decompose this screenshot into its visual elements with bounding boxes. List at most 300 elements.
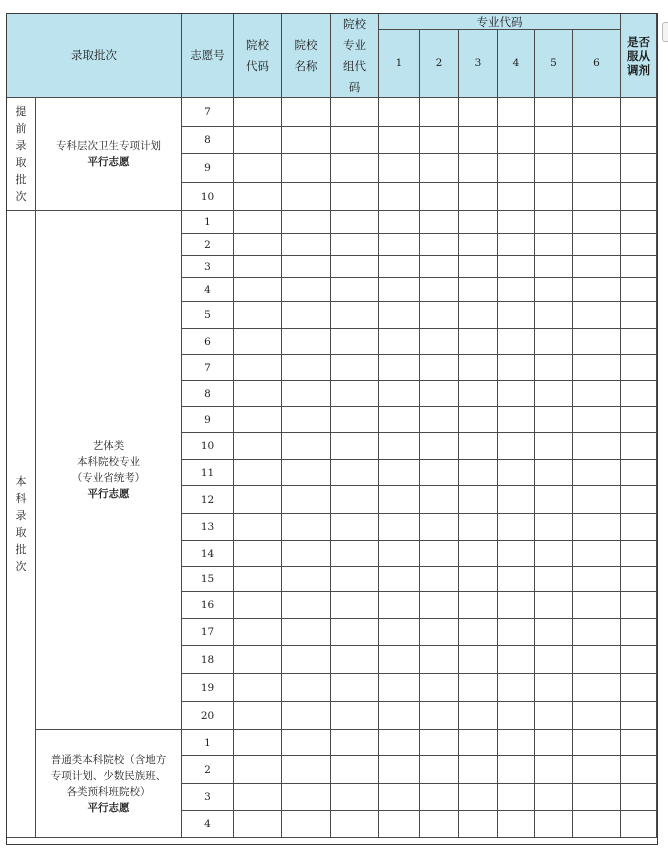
input-cell[interactable] xyxy=(282,784,331,811)
input-cell[interactable] xyxy=(621,278,657,302)
input-cell[interactable] xyxy=(535,381,573,407)
input-cell[interactable] xyxy=(379,302,420,329)
input-cell[interactable] xyxy=(498,646,535,674)
input-cell[interactable] xyxy=(535,619,573,646)
input-cell[interactable] xyxy=(420,302,459,329)
input-cell[interactable] xyxy=(459,211,498,234)
input-cell[interactable] xyxy=(379,784,420,811)
input-cell[interactable] xyxy=(282,433,331,460)
input-cell[interactable] xyxy=(535,355,573,381)
input-cell[interactable] xyxy=(535,811,573,838)
input-cell[interactable] xyxy=(420,784,459,811)
input-cell[interactable] xyxy=(459,127,498,154)
choice-number-text: 2 xyxy=(204,238,211,251)
input-cell[interactable] xyxy=(498,514,535,541)
input-cell[interactable] xyxy=(282,460,331,486)
header-school-code xyxy=(234,14,282,98)
input-cell[interactable] xyxy=(573,234,621,256)
input-cell[interactable] xyxy=(420,460,459,486)
input-cell[interactable] xyxy=(234,278,282,302)
header-obey-label: 是否服从调剂 xyxy=(627,34,650,77)
input-cell[interactable] xyxy=(459,278,498,302)
input-cell[interactable] xyxy=(621,541,657,567)
input-cell[interactable] xyxy=(282,211,331,234)
input-cell[interactable] xyxy=(420,183,459,211)
choice-number xyxy=(182,183,234,211)
input-cell[interactable] xyxy=(498,355,535,381)
input-cell[interactable] xyxy=(379,234,420,256)
input-cell[interactable] xyxy=(535,646,573,674)
batch-label-text: 本科录取批次 xyxy=(15,475,27,573)
input-cell[interactable] xyxy=(282,730,331,756)
choice-number xyxy=(182,460,234,486)
input-cell[interactable] xyxy=(379,541,420,567)
input-cell[interactable] xyxy=(573,756,621,784)
input-cell[interactable] xyxy=(379,278,420,302)
input-cell[interactable] xyxy=(379,433,420,460)
input-cell[interactable] xyxy=(379,811,420,838)
input-cell[interactable] xyxy=(573,784,621,811)
input-cell[interactable] xyxy=(621,592,657,619)
input-cell[interactable] xyxy=(379,514,420,541)
input-cell[interactable] xyxy=(573,278,621,302)
input-cell[interactable] xyxy=(331,256,379,278)
input-cell[interactable] xyxy=(459,541,498,567)
choice-number-text: 11 xyxy=(200,466,215,479)
input-cell[interactable] xyxy=(282,154,331,183)
input-cell[interactable] xyxy=(282,381,331,407)
input-cell[interactable] xyxy=(234,154,282,183)
input-cell[interactable] xyxy=(573,381,621,407)
input-cell[interactable] xyxy=(420,541,459,567)
input-cell[interactable] xyxy=(459,514,498,541)
input-cell[interactable] xyxy=(573,183,621,211)
input-cell[interactable] xyxy=(498,592,535,619)
input-cell[interactable] xyxy=(459,98,498,127)
input-cell[interactable] xyxy=(535,407,573,433)
input-cell[interactable] xyxy=(621,811,657,838)
input-cell[interactable] xyxy=(331,619,379,646)
input-cell[interactable] xyxy=(459,183,498,211)
input-cell[interactable] xyxy=(573,433,621,460)
input-cell[interactable] xyxy=(234,811,282,838)
header-major-col-label: 5 xyxy=(550,57,557,69)
input-cell[interactable] xyxy=(420,98,459,127)
input-cell[interactable] xyxy=(535,486,573,514)
input-cell[interactable] xyxy=(282,486,331,514)
input-cell[interactable] xyxy=(573,514,621,541)
input-cell[interactable] xyxy=(621,756,657,784)
input-cell[interactable] xyxy=(420,154,459,183)
input-cell[interactable] xyxy=(282,98,331,127)
input-cell[interactable] xyxy=(573,460,621,486)
input-cell[interactable] xyxy=(331,756,379,784)
input-cell[interactable] xyxy=(331,278,379,302)
input-cell[interactable] xyxy=(459,407,498,433)
input-cell[interactable] xyxy=(234,784,282,811)
input-cell[interactable] xyxy=(420,646,459,674)
input-cell[interactable] xyxy=(621,730,657,756)
input-cell[interactable] xyxy=(282,702,331,730)
input-cell[interactable] xyxy=(573,355,621,381)
input-cell[interactable] xyxy=(535,211,573,234)
input-cell[interactable] xyxy=(331,234,379,256)
input-cell[interactable] xyxy=(379,183,420,211)
input-cell[interactable] xyxy=(621,211,657,234)
choice-number xyxy=(182,702,234,730)
input-cell[interactable] xyxy=(282,674,331,702)
input-cell[interactable] xyxy=(535,784,573,811)
input-cell[interactable] xyxy=(498,541,535,567)
input-cell[interactable] xyxy=(379,127,420,154)
input-cell[interactable] xyxy=(379,646,420,674)
input-cell[interactable] xyxy=(282,234,331,256)
input-cell[interactable] xyxy=(420,756,459,784)
input-cell[interactable] xyxy=(379,486,420,514)
input-cell[interactable] xyxy=(234,211,282,234)
input-cell[interactable] xyxy=(498,486,535,514)
input-cell[interactable] xyxy=(621,329,657,355)
input-cell[interactable] xyxy=(621,98,657,127)
input-cell[interactable] xyxy=(535,234,573,256)
input-cell[interactable] xyxy=(498,234,535,256)
input-cell[interactable] xyxy=(498,702,535,730)
input-cell[interactable] xyxy=(420,730,459,756)
input-cell[interactable] xyxy=(573,567,621,592)
input-cell[interactable] xyxy=(420,486,459,514)
input-cell[interactable] xyxy=(498,730,535,756)
input-cell[interactable] xyxy=(331,486,379,514)
input-cell[interactable] xyxy=(535,460,573,486)
input-cell[interactable] xyxy=(282,329,331,355)
input-cell[interactable] xyxy=(621,674,657,702)
input-cell[interactable] xyxy=(535,433,573,460)
input-cell[interactable] xyxy=(498,674,535,702)
scrollbar-tab[interactable] xyxy=(662,22,668,42)
input-cell[interactable] xyxy=(420,619,459,646)
input-cell[interactable] xyxy=(459,567,498,592)
input-cell[interactable] xyxy=(459,329,498,355)
input-cell[interactable] xyxy=(331,302,379,329)
input-cell[interactable] xyxy=(420,811,459,838)
header-major-col-5 xyxy=(535,30,573,98)
input-cell[interactable] xyxy=(331,381,379,407)
input-cell[interactable] xyxy=(573,256,621,278)
input-cell[interactable] xyxy=(621,154,657,183)
input-cell[interactable] xyxy=(420,278,459,302)
input-cell[interactable] xyxy=(498,460,535,486)
input-cell[interactable] xyxy=(621,183,657,211)
input-cell[interactable] xyxy=(498,183,535,211)
input-cell[interactable] xyxy=(573,329,621,355)
input-cell[interactable] xyxy=(282,407,331,433)
input-cell[interactable] xyxy=(420,127,459,154)
input-cell[interactable] xyxy=(621,381,657,407)
input-cell[interactable] xyxy=(234,756,282,784)
input-cell[interactable] xyxy=(331,784,379,811)
input-cell[interactable] xyxy=(498,278,535,302)
input-cell[interactable] xyxy=(282,541,331,567)
input-cell[interactable] xyxy=(573,98,621,127)
input-cell[interactable] xyxy=(573,127,621,154)
input-cell[interactable] xyxy=(234,460,282,486)
input-cell[interactable] xyxy=(379,756,420,784)
input-cell[interactable] xyxy=(379,674,420,702)
input-cell[interactable] xyxy=(282,567,331,592)
input-cell[interactable] xyxy=(234,302,282,329)
input-cell[interactable] xyxy=(573,541,621,567)
input-cell[interactable] xyxy=(621,433,657,460)
input-cell[interactable] xyxy=(420,567,459,592)
input-cell[interactable] xyxy=(573,619,621,646)
input-cell[interactable] xyxy=(331,514,379,541)
input-cell[interactable] xyxy=(420,211,459,234)
input-cell[interactable] xyxy=(573,811,621,838)
input-cell[interactable] xyxy=(234,646,282,674)
input-cell[interactable] xyxy=(535,302,573,329)
input-cell[interactable] xyxy=(621,619,657,646)
input-cell[interactable] xyxy=(331,674,379,702)
input-cell[interactable] xyxy=(234,98,282,127)
input-cell[interactable] xyxy=(234,730,282,756)
input-cell[interactable] xyxy=(498,211,535,234)
input-cell[interactable] xyxy=(621,256,657,278)
input-cell[interactable] xyxy=(573,407,621,433)
input-cell[interactable] xyxy=(420,592,459,619)
input-cell[interactable] xyxy=(420,329,459,355)
input-cell[interactable] xyxy=(379,154,420,183)
input-cell[interactable] xyxy=(498,98,535,127)
input-cell[interactable] xyxy=(621,234,657,256)
input-cell[interactable] xyxy=(234,127,282,154)
input-cell[interactable] xyxy=(535,514,573,541)
choice-number-text: 7 xyxy=(204,106,211,118)
input-cell[interactable] xyxy=(459,433,498,460)
input-cell[interactable] xyxy=(331,811,379,838)
input-cell[interactable] xyxy=(282,592,331,619)
input-cell[interactable] xyxy=(621,127,657,154)
input-cell[interactable] xyxy=(420,407,459,433)
input-cell[interactable] xyxy=(379,730,420,756)
input-cell[interactable] xyxy=(234,592,282,619)
header-batch xyxy=(7,14,182,98)
input-cell[interactable] xyxy=(234,355,282,381)
input-cell[interactable] xyxy=(420,234,459,256)
header-school-code-label: 院校代码 xyxy=(246,37,269,73)
input-cell[interactable] xyxy=(498,567,535,592)
input-cell[interactable] xyxy=(498,811,535,838)
input-cell[interactable] xyxy=(420,702,459,730)
input-cell[interactable] xyxy=(331,355,379,381)
input-cell[interactable] xyxy=(535,98,573,127)
input-cell[interactable] xyxy=(498,407,535,433)
input-cell[interactable] xyxy=(234,567,282,592)
input-cell[interactable] xyxy=(282,619,331,646)
input-cell[interactable] xyxy=(573,211,621,234)
input-cell[interactable] xyxy=(420,433,459,460)
input-cell[interactable] xyxy=(379,619,420,646)
input-cell[interactable] xyxy=(459,646,498,674)
input-cell[interactable] xyxy=(498,619,535,646)
input-cell[interactable] xyxy=(331,183,379,211)
input-cell[interactable] xyxy=(234,702,282,730)
input-cell[interactable] xyxy=(379,98,420,127)
input-cell[interactable] xyxy=(282,355,331,381)
input-cell[interactable] xyxy=(535,567,573,592)
choice-number xyxy=(182,433,234,460)
input-cell[interactable] xyxy=(621,302,657,329)
input-cell[interactable] xyxy=(459,355,498,381)
input-cell[interactable] xyxy=(535,756,573,784)
input-cell[interactable] xyxy=(459,674,498,702)
input-cell[interactable] xyxy=(535,278,573,302)
input-cell[interactable] xyxy=(621,355,657,381)
input-cell[interactable] xyxy=(420,381,459,407)
input-cell[interactable] xyxy=(331,154,379,183)
input-cell[interactable] xyxy=(459,592,498,619)
input-cell[interactable] xyxy=(331,592,379,619)
input-cell[interactable] xyxy=(459,619,498,646)
input-cell[interactable] xyxy=(459,811,498,838)
input-cell[interactable] xyxy=(535,256,573,278)
input-cell[interactable] xyxy=(234,183,282,211)
input-cell[interactable] xyxy=(621,486,657,514)
input-cell[interactable] xyxy=(535,702,573,730)
input-cell[interactable] xyxy=(498,154,535,183)
input-cell[interactable] xyxy=(420,674,459,702)
input-cell[interactable] xyxy=(621,460,657,486)
input-cell[interactable] xyxy=(234,381,282,407)
input-cell[interactable] xyxy=(234,619,282,646)
input-cell[interactable] xyxy=(234,486,282,514)
input-cell[interactable] xyxy=(282,183,331,211)
input-cell[interactable] xyxy=(234,329,282,355)
input-cell[interactable] xyxy=(234,514,282,541)
input-cell[interactable] xyxy=(331,407,379,433)
input-cell[interactable] xyxy=(379,407,420,433)
input-cell[interactable] xyxy=(535,592,573,619)
input-cell[interactable] xyxy=(459,154,498,183)
input-cell[interactable] xyxy=(573,154,621,183)
input-cell[interactable] xyxy=(331,460,379,486)
input-cell[interactable] xyxy=(379,567,420,592)
input-cell[interactable] xyxy=(573,486,621,514)
input-cell[interactable] xyxy=(331,646,379,674)
input-cell[interactable] xyxy=(379,355,420,381)
input-cell[interactable] xyxy=(234,234,282,256)
input-cell[interactable] xyxy=(379,381,420,407)
input-cell[interactable] xyxy=(573,592,621,619)
input-cell[interactable] xyxy=(331,541,379,567)
input-cell[interactable] xyxy=(379,592,420,619)
input-cell[interactable] xyxy=(535,541,573,567)
input-cell[interactable] xyxy=(621,407,657,433)
input-cell[interactable] xyxy=(459,302,498,329)
input-cell[interactable] xyxy=(379,460,420,486)
input-cell[interactable] xyxy=(331,98,379,127)
input-cell[interactable] xyxy=(459,256,498,278)
input-cell[interactable] xyxy=(282,127,331,154)
input-cell[interactable] xyxy=(621,702,657,730)
input-cell[interactable] xyxy=(331,433,379,460)
input-cell[interactable] xyxy=(459,756,498,784)
batch-label-text: 提前录取批次 xyxy=(15,105,27,203)
input-cell[interactable] xyxy=(535,183,573,211)
input-cell[interactable] xyxy=(498,127,535,154)
input-cell[interactable] xyxy=(331,702,379,730)
input-cell[interactable] xyxy=(621,784,657,811)
input-cell[interactable] xyxy=(573,702,621,730)
input-cell[interactable] xyxy=(331,730,379,756)
input-cell[interactable] xyxy=(459,784,498,811)
input-cell[interactable] xyxy=(331,211,379,234)
input-cell[interactable] xyxy=(459,702,498,730)
header-school-name-label: 院校名称 xyxy=(294,37,318,73)
input-cell[interactable] xyxy=(459,486,498,514)
input-cell[interactable] xyxy=(234,541,282,567)
input-cell[interactable] xyxy=(379,329,420,355)
input-cell[interactable] xyxy=(498,756,535,784)
input-cell[interactable] xyxy=(573,730,621,756)
input-cell[interactable] xyxy=(498,784,535,811)
input-cell[interactable] xyxy=(282,756,331,784)
input-cell[interactable] xyxy=(379,211,420,234)
input-cell[interactable] xyxy=(498,256,535,278)
input-cell[interactable] xyxy=(459,460,498,486)
input-cell[interactable] xyxy=(234,407,282,433)
input-cell[interactable] xyxy=(379,702,420,730)
input-cell[interactable] xyxy=(234,256,282,278)
choice-number-text: 13 xyxy=(200,521,215,533)
input-cell[interactable] xyxy=(621,567,657,592)
input-cell[interactable] xyxy=(459,234,498,256)
input-cell[interactable] xyxy=(282,302,331,329)
input-cell[interactable] xyxy=(535,127,573,154)
input-cell[interactable] xyxy=(282,646,331,674)
input-cell[interactable] xyxy=(459,381,498,407)
input-cell[interactable] xyxy=(420,514,459,541)
input-cell[interactable] xyxy=(234,433,282,460)
input-cell[interactable] xyxy=(420,256,459,278)
input-cell[interactable] xyxy=(420,355,459,381)
input-cell[interactable] xyxy=(535,154,573,183)
choice-number-text: 18 xyxy=(200,653,215,666)
input-cell[interactable] xyxy=(282,811,331,838)
input-cell[interactable] xyxy=(573,646,621,674)
input-cell[interactable] xyxy=(282,514,331,541)
input-cell[interactable] xyxy=(535,674,573,702)
input-cell[interactable] xyxy=(573,302,621,329)
input-cell[interactable] xyxy=(498,302,535,329)
input-cell[interactable] xyxy=(621,646,657,674)
input-cell[interactable] xyxy=(535,329,573,355)
input-cell[interactable] xyxy=(379,256,420,278)
choice-number xyxy=(182,329,234,355)
input-cell[interactable] xyxy=(535,730,573,756)
input-cell[interactable] xyxy=(573,674,621,702)
input-cell[interactable] xyxy=(498,433,535,460)
input-cell[interactable] xyxy=(234,674,282,702)
input-cell[interactable] xyxy=(621,514,657,541)
input-cell[interactable] xyxy=(459,730,498,756)
input-cell[interactable] xyxy=(282,256,331,278)
input-cell[interactable] xyxy=(331,127,379,154)
input-cell[interactable] xyxy=(331,329,379,355)
input-cell[interactable] xyxy=(498,329,535,355)
input-cell[interactable] xyxy=(498,381,535,407)
input-cell[interactable] xyxy=(331,567,379,592)
input-cell[interactable] xyxy=(282,278,331,302)
